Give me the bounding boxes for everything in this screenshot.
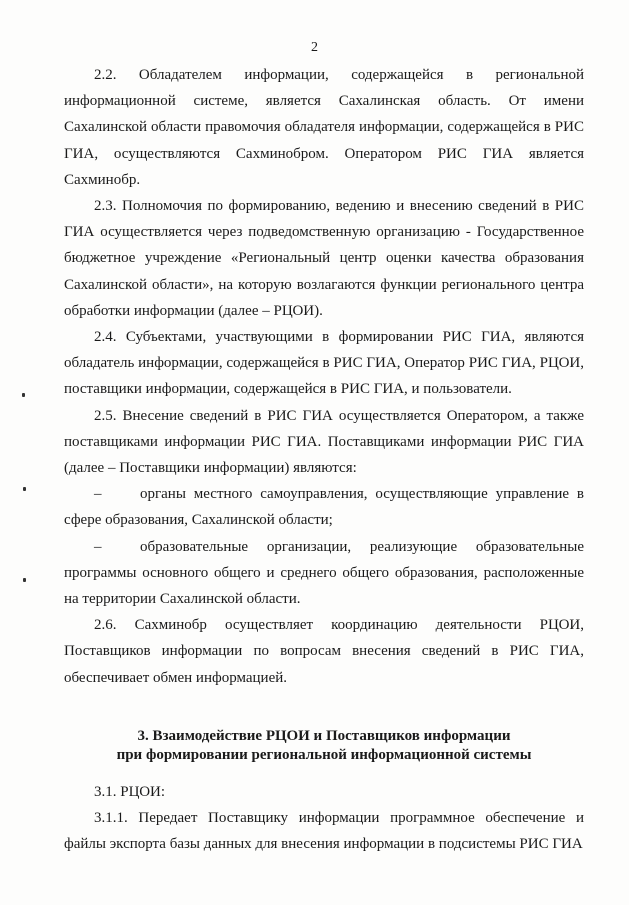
list-dash: – [94,486,102,503]
paragraph [64,403,584,482]
text-line-content: образовательные организации, реализующие образовательные [140,538,584,555]
text-line: 2.4. Субъектами, участвующими в формировании РИС ГИА, являются [94,329,584,346]
text-line: на территории Сахалинской области. [64,591,301,608]
text-line: обладатель информации, содержащейся в РИС ГИА, Оператор РИС ГИА, РЦОИ, [64,355,584,372]
paragraph [64,193,584,324]
text-line: 3.1.1. Передает Поставщику информации программное обеспечение и [94,810,584,827]
section-3-heading [64,727,584,765]
text-line: программы основного общего и среднего общего образования, расположенные [64,564,584,581]
text-line: информационной системе, является Сахалинская область. От имени [64,93,584,110]
section-3-heading-line-1: 3. Взаимодействие РЦОИ и Поставщиков информации [137,727,511,744]
paragraph [64,612,584,691]
text-line: Сахалинской области», на которую возлагаются функции регионального центра [64,276,584,293]
scan-speck [23,487,26,491]
list-dash: – [94,538,102,555]
text-line-content: органы местного самоуправления, осуществляющие управление в [140,486,584,503]
document-body [64,62,584,857]
section-3-heading-line-2: при формировании региональной информационной системы [116,746,532,763]
text-line [64,481,584,507]
section-2-paragraphs [64,62,584,691]
text-line: обеспечивает обмен информацией. [64,669,288,686]
text-line: бюджетное учреждение «Региональный центр оценки качества образования [64,250,584,267]
list-item [64,534,584,613]
scan-speck [23,578,26,582]
scan-speck [22,393,25,397]
text-line: (далее – Поставщики информации) являются: [64,460,357,477]
text-line: 2.6. Сахминобр осуществляет координацию деятельности РЦОИ, [94,617,584,634]
list-item [64,481,584,533]
text-line: Сахалинской области правомочия обладателя информации, содержащейся в РИС [64,119,584,136]
subsection-3-1: 3.1. РЦОИ: [94,783,166,800]
page-number: 2 [311,40,318,55]
paragraph-3-1-1 [64,805,584,857]
text-line: поставщиками информации РИС ГИА. Поставщиками информации РИС ГИА [64,433,584,450]
text-line: ГИА осуществляется через подведомственную организацию - Государственное [64,224,584,241]
paragraph [64,324,584,403]
text-line: 2.2. Обладателем информации, содержащейся в региональной [94,67,584,83]
text-line: ГИА, осуществляются Сахминобром. Оператором РИС ГИА является [64,145,584,162]
text-line: 2.5. Внесение сведений в РИС ГИА осуществляется Оператором, а также [94,407,584,424]
text-line: Поставщиков информации по вопросам внесения сведений в РИС ГИА, [64,643,584,660]
text-line: файлы экспорта базы данных для внесения информации в подсистемы РИС ГИА [64,836,583,853]
text-line: 2.3. Полномочия по формированию, ведению и внесению сведений в РИС [94,198,584,215]
text-line: поставщики информации, содержащейся в РИС ГИА, и пользователи. [64,381,512,398]
text-line: сфере образования, Сахалинской области; [64,512,333,529]
text-line [64,534,584,560]
text-line: Сахминобр. [64,171,141,188]
paragraph [64,62,584,193]
text-line: обработки информации (далее – РЦОИ). [64,302,323,319]
